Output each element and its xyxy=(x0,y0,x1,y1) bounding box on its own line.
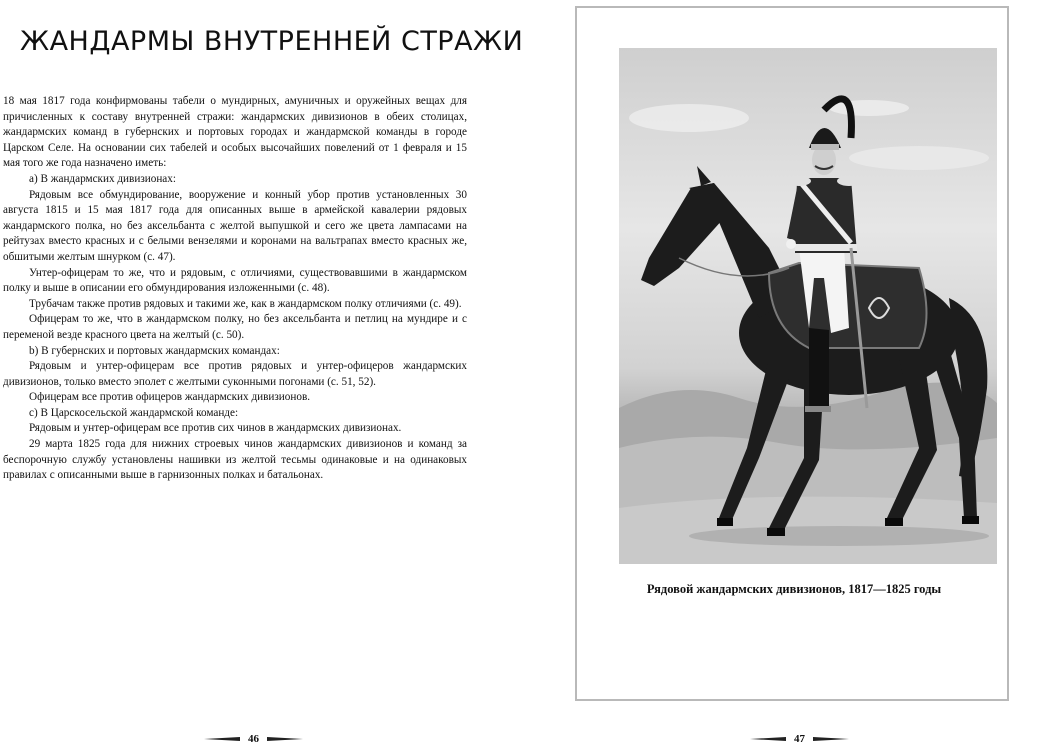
body-text xyxy=(3,94,467,484)
paragraph: Рядовым и унтер-офицерам все против сих чинов в жандармских дивизионах. xyxy=(29,422,402,435)
paragraph: a) В жандармских дивизионах: xyxy=(29,172,176,185)
ornament-left-icon xyxy=(204,736,240,742)
paragraph: 18 мая 1817 года конфирмованы табели о мундирных, амуничных и оружейных вещах для причисленных к составу внутренней стражи: жандармских дивизионов в обеих столицах, жандармских команд в губернских и портовых городах и жандармской команды в городе Царском Селе. На основании сих табелей и особых высочайших повелений от 1 февраля и 15 мая того же года назначено иметь: xyxy=(3,95,467,170)
paragraph: Офицерам то же, что в жандармском полку, но без аксельбанта и петлиц на мундире и с переменой везде красного цвета на желтый (с. 50). xyxy=(3,313,467,341)
paragraph: Офицерам все против офицеров жандармских дивизионов. xyxy=(29,391,311,404)
right-page xyxy=(522,0,1045,749)
illustration-frame xyxy=(575,6,1009,701)
paragraph: Рядовым и унтер-офицерам все против рядовых и унтер-офицеров жандармских дивизионов, только вместо эполет с желтыми суконными погонами (с. 51, 52). xyxy=(3,360,467,388)
page-number-right xyxy=(750,733,849,745)
ornament-right-icon xyxy=(813,736,849,742)
paragraph: 29 марта 1825 года для нижних строевых чинов жандармских дивизионов и команд за беспорочную службу установлены нашивки из желтой тесьмы одинаковые и на одинаковых правилах с описанными выше в гарнизонных полках и батальонах. xyxy=(3,438,467,482)
page-number-label: 47 xyxy=(794,733,805,745)
page-title: ЖАНДАРМЫ ВНУТРЕННЕЙ СТРАЖИ xyxy=(20,26,524,57)
illustration-caption: Рядовой жандармских дивизионов, 1817—1825 годы xyxy=(646,582,942,596)
paragraph: Унтер-офицерам то же, что и рядовым, с отличиями, существовавшими в жандармском полку и выше в описании его обмундирования изложенными (с. 48). xyxy=(3,266,467,295)
mounted-gendarme-illustration xyxy=(619,48,997,564)
ornament-left-icon xyxy=(750,736,786,742)
page-number-label: 46 xyxy=(248,733,259,745)
paragraph: Рядовым все обмундирование, вооружение и конный убор против установленных 30 августа 1815 и 15 мая 1817 года для описанных выше в армейской кавалерии рядовых жандармского полка, но без аксельбанта с желтой выпушкой и сего же цвета лампасами на рейтузах вместо красных и с белыми вензелями и коронами на вальтрапах вместо красных же, обшитыми желтым шнурком (с. 47). xyxy=(3,188,467,263)
page-number-left xyxy=(204,733,303,745)
ornament-right-icon xyxy=(267,736,303,742)
illustration-plate xyxy=(619,48,997,564)
paragraph: b) В губернских и портовых жандармских командах: xyxy=(29,344,280,357)
paragraph: Трубачам также против рядовых и такими же, как в жандармском полку отличиями (с. 49). xyxy=(29,297,462,310)
paragraph: c) В Царскосельской жандармской команде: xyxy=(29,406,239,419)
